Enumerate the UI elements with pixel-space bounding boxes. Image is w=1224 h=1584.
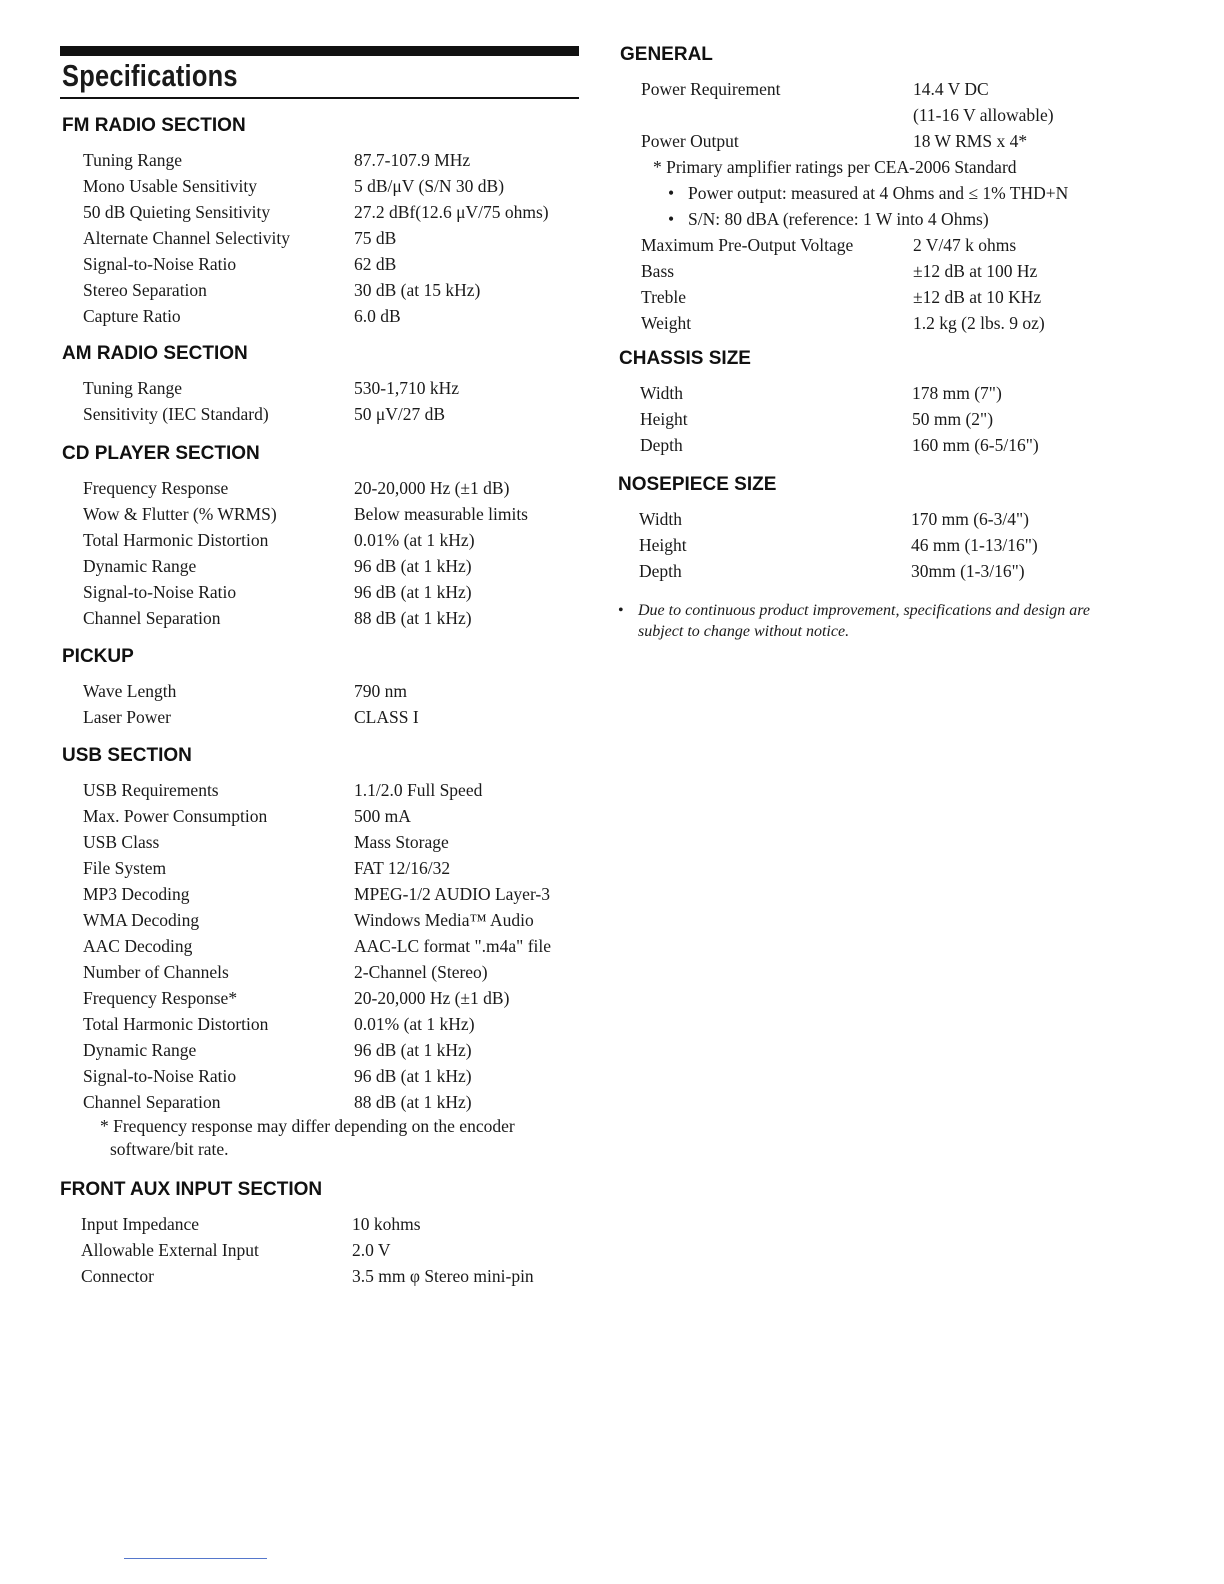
spec-row [618,558,1038,584]
spec-value: 87.7-107.9 MHz [354,150,471,170]
spec-label: Input Impedance [81,1214,200,1234]
spec-value: 1.2 kg (2 lbs. 9 oz) [913,313,1045,333]
spec-row [62,907,551,933]
spec-row [62,704,419,730]
spec-label: Bass [641,261,675,281]
spec-value: 5 dB/μV (S/N 30 dB) [354,176,505,196]
spec-label: Signal-to-Noise Ratio [83,254,237,274]
spec-value: 178 mm (7") [912,383,1002,403]
spec-row [619,432,1039,458]
spec-row [62,678,419,704]
spec-list [60,1211,534,1289]
spec-value: 0.01% (at 1 kHz) [354,1014,475,1034]
front-aux-input-section [60,1178,534,1289]
spec-label: Frequency Response [83,478,229,498]
pickup-section [62,645,419,730]
spec-label: Height [640,409,688,429]
spec-value: 62 dB [354,254,397,274]
spec-value: 20-20,000 Hz (±1 dB) [354,988,510,1008]
nosepiece-size-section [618,473,1038,584]
spec-value: 46 mm (1-13/16") [911,535,1038,555]
spec-value: 96 dB (at 1 kHz) [354,582,472,602]
spec-row [62,225,549,251]
spec-label: AAC Decoding [83,936,193,956]
spec-row [62,475,528,501]
usb-section [62,744,551,1161]
spec-row [62,173,549,199]
spec-list [62,147,549,329]
spec-row [62,401,459,427]
spec-label: Stereo Separation [83,280,207,300]
bullet-item: • S/N: 80 dBA (reference: 1 W into 4 Ohms) [620,206,1180,232]
title-underline [60,97,579,99]
disclaimer-note [618,600,1138,642]
spec-value: 18 W RMS x 4* [913,131,1028,151]
spec-label: Channel Separation [83,1092,221,1112]
section-heading: FRONT AUX INPUT SECTION [60,1179,323,1200]
spec-row [620,76,1180,102]
section-heading: AM RADIO SECTION [62,343,248,364]
spec-row [62,881,551,907]
spec-label: Depth [639,561,682,581]
spec-label: MP3 Decoding [83,884,190,904]
spec-label: Number of Channels [83,962,229,982]
spec-row [62,803,551,829]
spec-label: Treble [641,287,687,307]
footnote-line: * Frequency response may differ depending on the encoder [100,1116,515,1136]
section-heading: PICKUP [62,646,134,667]
spec-value: ±12 dB at 100 Hz [913,261,1038,281]
spec-row [62,829,551,855]
spec-value: 20-20,000 Hz (±1 dB) [354,478,510,498]
footer-rule [124,1558,267,1559]
bullet-icon: • [618,602,624,619]
spec-row [62,375,459,401]
spec-label: Wow & Flutter (% WRMS) [83,504,277,524]
spec-value: 96 dB (at 1 kHz) [354,556,472,576]
disclaimer-text: Due to continuous product improvement, specifications and design are subject to change without notice. [638,602,1090,640]
spec-row [62,605,528,631]
spec-value: 27.2 dBf(12.6 μV/75 ohms) [354,202,549,222]
section-heading: GENERAL [620,44,713,65]
section-heading: CHASSIS SIZE [619,348,751,369]
spec-row [60,1263,534,1289]
spec-label: Maximum Pre-Output Voltage [641,235,854,255]
spec-value: Mass Storage [354,832,449,852]
spec-list [62,475,528,631]
spec-value: 88 dB (at 1 kHz) [354,608,472,628]
spec-value-continued: (11-16 V allowable) [913,105,1054,125]
spec-label: Wave Length [83,681,177,701]
spec-value: 2 V/47 k ohms [913,235,1017,255]
spec-label: Frequency Response* [83,988,238,1008]
spec-value: 30mm (1-3/16") [911,561,1025,581]
spec-value: 790 nm [354,681,407,701]
spec-value: 170 mm (6-3/4") [911,509,1029,529]
footnote-line: software/bit rate. [110,1139,229,1159]
bullet-item: • Power output: measured at 4 Ohms and ≤ 1% THD+N [620,180,1180,206]
spec-label: Connector [81,1266,154,1286]
spec-label: Sensitivity (IEC Standard) [83,404,269,424]
general-section [620,43,1180,336]
spec-value: FAT 12/16/32 [354,858,451,878]
spec-row [62,501,528,527]
spec-row [60,1211,534,1237]
spec-value: 10 kohms [352,1214,421,1234]
spec-row [620,128,1180,154]
am-radio-section [62,342,459,427]
page-title-block [60,46,579,99]
spec-label: Tuning Range [83,378,183,398]
page-title: Specifications [62,58,238,93]
spec-label: Depth [640,435,683,455]
spec-label: Signal-to-Noise Ratio [83,582,237,602]
spec-row [618,506,1038,532]
spec-row [619,380,1039,406]
spec-label: Power Output [641,131,739,151]
spec-list [62,777,551,1115]
spec-row [62,777,551,803]
spec-row [62,985,551,1011]
spec-label: Laser Power [83,707,171,727]
spec-value: 50 μV/27 dB [354,404,446,424]
spec-value: MPEG-1/2 AUDIO Layer-3 [354,884,551,904]
spec-value: 14.4 V DC [913,79,989,99]
spec-row [618,532,1038,558]
section-heading: FM RADIO SECTION [62,115,246,136]
spec-value: 96 dB (at 1 kHz) [354,1066,472,1086]
spec-label: WMA Decoding [83,910,200,930]
spec-label: USB Requirements [83,780,219,800]
spec-label: Alternate Channel Selectivity [83,228,291,248]
chassis-size-section [619,347,1039,458]
spec-row [62,959,551,985]
spec-row [60,1237,534,1263]
spec-label: Allowable External Input [81,1240,259,1260]
spec-row [620,232,1180,258]
spec-row [62,303,549,329]
spec-label: Tuning Range [83,150,183,170]
spec-row [62,147,549,173]
spec-list [620,76,1180,336]
spec-label: 50 dB Quieting Sensitivity [83,202,271,222]
spec-label: Height [639,535,687,555]
spec-row [62,199,549,225]
spec-value: 160 mm (6-5/16") [912,435,1039,455]
title-top-bar [60,46,579,56]
spec-value: 30 dB (at 15 kHz) [354,280,481,300]
spec-label: Power Requirement [641,79,781,99]
spec-label: Width [639,509,683,529]
fm-radio-section [62,114,549,329]
section-heading: USB SECTION [62,745,192,766]
spec-label: Width [640,383,684,403]
usb-footnote [62,1115,551,1161]
spec-list [618,506,1038,584]
spec-value: ±12 dB at 10 KHz [913,287,1042,307]
spec-label: USB Class [83,832,160,852]
spec-row [62,527,528,553]
spec-list [62,678,419,730]
spec-value: 88 dB (at 1 kHz) [354,1092,472,1112]
spec-value: AAC-LC format ".m4a" file [354,936,552,956]
spec-value: 1.1/2.0 Full Speed [354,780,483,800]
spec-row [62,1037,551,1063]
section-heading: CD PLAYER SECTION [62,443,260,464]
spec-label: Total Harmonic Distortion [83,530,269,550]
spec-label: File System [83,858,167,878]
spec-label: Max. Power Consumption [83,806,268,826]
spec-value: CLASS I [354,707,419,727]
spec-row [619,406,1039,432]
spec-row [62,1011,551,1037]
spec-value: 96 dB (at 1 kHz) [354,1040,472,1060]
spec-value: 500 mA [354,806,411,826]
power-output-note: * Primary amplifier ratings per CEA-2006 Standard [653,157,1017,177]
spec-list [62,375,459,427]
spec-value: 530-1,710 kHz [354,378,459,398]
spec-row [620,258,1180,284]
spec-value: 0.01% (at 1 kHz) [354,530,475,550]
spec-value: 6.0 dB [354,306,401,326]
spec-label: Mono Usable Sensitivity [83,176,258,196]
spec-label: Signal-to-Noise Ratio [83,1066,237,1086]
spec-row [62,553,528,579]
spec-label: Dynamic Range [83,556,197,576]
spec-value: 3.5 mm φ Stereo mini-pin [352,1266,534,1286]
spec-value: Below measurable limits [354,504,528,524]
spec-value: Windows Media™ Audio [354,910,534,930]
spec-label: Weight [641,313,692,333]
section-heading: NOSEPIECE SIZE [618,474,777,495]
spec-row [62,1063,551,1089]
spec-value: 75 dB [354,228,397,248]
spec-value: 2-Channel (Stereo) [354,962,488,982]
spec-label: Channel Separation [83,608,221,628]
spec-row [62,1089,551,1115]
spec-value: 50 mm (2") [912,409,994,429]
spec-label: Capture Ratio [83,306,181,326]
spec-row [62,933,551,959]
spec-label: Dynamic Range [83,1040,197,1060]
spec-row [62,855,551,881]
spec-list [619,380,1039,458]
spec-row [62,277,549,303]
spec-value: 2.0 V [352,1240,391,1260]
spec-row [62,251,549,277]
spec-row [620,284,1180,310]
spec-row [62,579,528,605]
spec-row [620,310,1180,336]
spec-label: Total Harmonic Distortion [83,1014,269,1034]
cd-player-section [62,442,528,631]
